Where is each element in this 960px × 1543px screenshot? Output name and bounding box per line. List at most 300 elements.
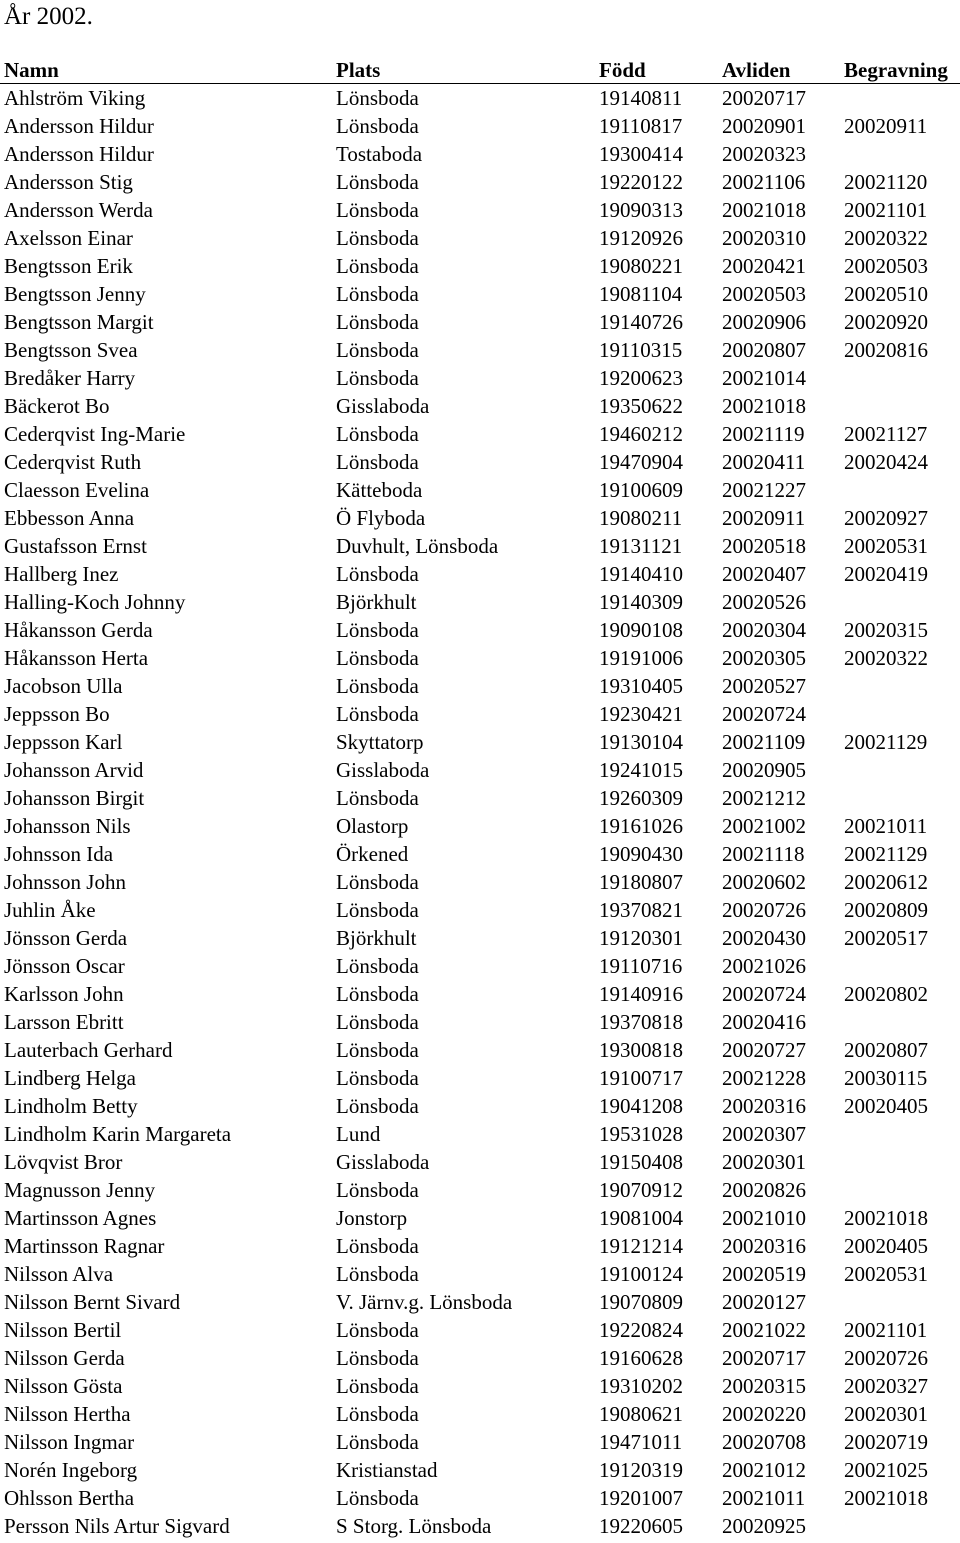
- table-row: [0, 196, 960, 224]
- cell-place: Gisslaboda: [336, 758, 430, 782]
- table-body: [0, 84, 960, 1540]
- cell-place: Lönsboda: [336, 982, 419, 1006]
- cell-born: 19131121: [599, 534, 683, 558]
- cell-place: Lönsboda: [336, 282, 419, 306]
- table-row: [0, 532, 960, 560]
- cell-name: Gustafsson Ernst: [4, 534, 147, 558]
- cell-born: 19080621: [599, 1402, 683, 1426]
- table-row: [0, 812, 960, 840]
- table-row: [0, 1148, 960, 1176]
- cell-place: Lönsboda: [336, 702, 419, 726]
- table-row: [0, 672, 960, 700]
- cell-name: Bredåker Harry: [4, 366, 136, 390]
- cell-name: Andersson Stig: [4, 170, 133, 194]
- cell-born: 19300414: [599, 142, 683, 166]
- cell-place: Duvhult, Lönsboda: [336, 534, 499, 558]
- cell-place: Lönsboda: [336, 1402, 419, 1426]
- table-row: [0, 1260, 960, 1288]
- cell-died: 20021119: [722, 422, 805, 446]
- cell-burial: 20021120: [844, 170, 928, 194]
- cell-born: 19220605: [599, 1514, 683, 1538]
- cell-place: Lönsboda: [336, 170, 419, 194]
- cell-born: 19180807: [599, 870, 683, 894]
- cell-name: Persson Nils Artur Sigvard: [4, 1514, 230, 1538]
- cell-name: Bengtsson Svea: [4, 338, 138, 362]
- cell-died: 20020323: [722, 142, 806, 166]
- cell-place: Lönsboda: [336, 1318, 419, 1342]
- table-row: [0, 140, 960, 168]
- cell-name: Jönsson Oscar: [4, 954, 125, 978]
- cell-born: 19110817: [599, 114, 683, 138]
- cell-name: Jönsson Gerda: [4, 926, 128, 950]
- cell-burial: 20020419: [844, 562, 928, 586]
- cell-place: Lönsboda: [336, 198, 419, 222]
- cell-died: 20020316: [722, 1094, 806, 1118]
- cell-died: 20021228: [722, 1066, 806, 1090]
- cell-place: Skyttatorp: [336, 730, 424, 754]
- table-row: [0, 1204, 960, 1232]
- table-row: [0, 1456, 960, 1484]
- table-row: [0, 1120, 960, 1148]
- table-row: [0, 112, 960, 140]
- cell-name: Håkansson Herta: [4, 646, 149, 670]
- cell-died: 20020925: [722, 1514, 806, 1538]
- cell-born: 19070912: [599, 1178, 683, 1202]
- cell-place: Lönsboda: [336, 1374, 419, 1398]
- cell-burial: 20020510: [844, 282, 928, 306]
- cell-born: 19081104: [599, 282, 683, 306]
- cell-burial: 20020315: [844, 618, 928, 642]
- cell-burial: 20020424: [844, 450, 928, 474]
- cell-name: Larsson Ebritt: [4, 1010, 124, 1034]
- cell-died: 20020220: [722, 1402, 806, 1426]
- cell-born: 19470904: [599, 450, 683, 474]
- cell-burial: 20021129: [844, 730, 928, 754]
- cell-name: Nilsson Gösta: [4, 1374, 123, 1398]
- cell-died: 20020304: [722, 618, 806, 642]
- cell-name: Johansson Nils: [4, 814, 131, 838]
- cell-born: 19130104: [599, 730, 683, 754]
- cell-burial: 20020503: [844, 254, 928, 278]
- cell-died: 20020708: [722, 1430, 806, 1454]
- cell-born: 19350622: [599, 394, 683, 418]
- table-row: [0, 924, 960, 952]
- cell-place: Gisslaboda: [336, 394, 430, 418]
- table-row: [0, 1512, 960, 1540]
- cell-died: 20020527: [722, 674, 806, 698]
- cell-died: 20020416: [722, 1010, 806, 1034]
- table-row: [0, 252, 960, 280]
- cell-born: 19080211: [599, 506, 683, 530]
- cell-burial: 20020405: [844, 1094, 928, 1118]
- cell-burial: 20020719: [844, 1430, 928, 1454]
- cell-born: 19310405: [599, 674, 683, 698]
- cell-died: 20021011: [722, 1486, 806, 1510]
- cell-died: 20021022: [722, 1318, 806, 1342]
- cell-died: 20020127: [722, 1290, 806, 1314]
- table-row: [0, 616, 960, 644]
- cell-burial: 20020517: [844, 926, 928, 950]
- cell-died: 20020726: [722, 898, 806, 922]
- cell-born: 19140811: [599, 86, 683, 110]
- cell-born: 19070809: [599, 1290, 683, 1314]
- cell-place: Gisslaboda: [336, 1150, 430, 1174]
- cell-died: 20021109: [722, 730, 806, 754]
- cell-died: 20021014: [722, 366, 806, 390]
- cell-burial: 20020322: [844, 646, 928, 670]
- cell-name: Ohlsson Bertha: [4, 1486, 135, 1510]
- cell-place: Lönsboda: [336, 1430, 419, 1454]
- table-header: [0, 56, 960, 84]
- cell-place: Lönsboda: [336, 1094, 419, 1118]
- cell-born: 19140410: [599, 562, 683, 586]
- cell-burial: 20020612: [844, 870, 928, 894]
- cell-burial: 20020327: [844, 1374, 928, 1398]
- cell-burial: 20021018: [844, 1486, 928, 1510]
- cell-name: Juhlin Åke: [4, 898, 96, 922]
- cell-born: 19100124: [599, 1262, 683, 1286]
- table-row: [0, 1036, 960, 1064]
- cell-born: 19460212: [599, 422, 683, 446]
- cell-burial: 20020726: [844, 1346, 928, 1370]
- column-header-name: Namn: [4, 58, 59, 82]
- cell-name: Lövqvist Bror: [4, 1150, 123, 1174]
- cell-died: 20020310: [722, 226, 806, 250]
- cell-died: 20020905: [722, 758, 806, 782]
- table-row: [0, 784, 960, 812]
- cell-name: Nilsson Ingmar: [4, 1430, 135, 1454]
- cell-name: Halling-Koch Johnny: [4, 590, 186, 614]
- cell-died: 20020724: [722, 982, 806, 1006]
- column-header-born: Född: [599, 58, 646, 82]
- cell-born: 19080221: [599, 254, 683, 278]
- table-row: [0, 728, 960, 756]
- cell-place: Lönsboda: [336, 646, 419, 670]
- cell-died: 20020906: [722, 310, 806, 334]
- cell-place: Lönsboda: [336, 1262, 419, 1286]
- cell-place: Lönsboda: [336, 1066, 419, 1090]
- cell-place: Lönsboda: [336, 954, 419, 978]
- cell-place: Björkhult: [336, 590, 417, 614]
- cell-born: 19120319: [599, 1458, 683, 1482]
- cell-died: 20021106: [722, 170, 806, 194]
- cell-died: 20020518: [722, 534, 806, 558]
- cell-born: 19220824: [599, 1318, 683, 1342]
- table-row: [0, 84, 960, 112]
- cell-born: 19041208: [599, 1094, 683, 1118]
- cell-name: Andersson Hildur: [4, 114, 154, 138]
- table-row: [0, 1344, 960, 1372]
- cell-burial: 20021129: [844, 842, 928, 866]
- cell-name: Cederqvist Ing-Marie: [4, 422, 186, 446]
- cell-name: Magnusson Jenny: [4, 1178, 156, 1202]
- cell-born: 19471011: [599, 1430, 683, 1454]
- cell-born: 19260309: [599, 786, 683, 810]
- cell-name: Ebbesson Anna: [4, 506, 135, 530]
- cell-place: Lönsboda: [336, 422, 419, 446]
- cell-born: 19090430: [599, 842, 683, 866]
- cell-name: Andersson Hildur: [4, 142, 154, 166]
- cell-place: Lönsboda: [336, 366, 419, 390]
- cell-name: Jeppsson Karl: [4, 730, 123, 754]
- table-row: [0, 644, 960, 672]
- cell-born: 19201007: [599, 1486, 683, 1510]
- cell-born: 19140916: [599, 982, 683, 1006]
- table-row: [0, 868, 960, 896]
- cell-burial: 20021025: [844, 1458, 928, 1482]
- cell-born: 19300818: [599, 1038, 683, 1062]
- table-row: [0, 308, 960, 336]
- column-header-died: Avliden: [722, 58, 791, 82]
- cell-place: Örkened: [336, 842, 409, 866]
- cell-died: 20020724: [722, 702, 806, 726]
- cell-place: Lönsboda: [336, 338, 419, 362]
- cell-burial: 20020920: [844, 310, 928, 334]
- cell-born: 19110716: [599, 954, 683, 978]
- cell-burial: 20021011: [844, 814, 928, 838]
- cell-name: Claesson Evelina: [4, 478, 150, 502]
- cell-burial: 20020807: [844, 1038, 928, 1062]
- table-row: [0, 1484, 960, 1512]
- cell-died: 20021018: [722, 198, 806, 222]
- cell-name: Nilsson Gerda: [4, 1346, 125, 1370]
- cell-place: Lönsboda: [336, 674, 419, 698]
- cell-name: Norén Ingeborg: [4, 1458, 138, 1482]
- table-row: [0, 280, 960, 308]
- table-row: [0, 980, 960, 1008]
- cell-burial: 20030115: [844, 1066, 928, 1090]
- cell-died: 20020407: [722, 562, 806, 586]
- cell-born: 19230421: [599, 702, 683, 726]
- cell-name: Lauterbach Gerhard: [4, 1038, 173, 1062]
- cell-died: 20020602: [722, 870, 806, 894]
- page-title: År 2002.: [4, 3, 93, 30]
- cell-place: Lönsboda: [336, 1234, 419, 1258]
- cell-born: 19370821: [599, 898, 683, 922]
- cell-name: Johansson Arvid: [4, 758, 144, 782]
- cell-born: 19100609: [599, 478, 683, 502]
- cell-place: Tostaboda: [336, 142, 423, 166]
- cell-name: Johnsson John: [4, 870, 126, 894]
- cell-name: Martinsson Agnes: [4, 1206, 157, 1230]
- table-row: [0, 560, 960, 588]
- cell-name: Johnsson Ida: [4, 842, 114, 866]
- cell-burial: 20020322: [844, 226, 928, 250]
- cell-burial: 20021127: [844, 422, 928, 446]
- table-row: [0, 364, 960, 392]
- cell-died: 20020503: [722, 282, 806, 306]
- table-row: [0, 1288, 960, 1316]
- cell-place: Lönsboda: [336, 786, 419, 810]
- cell-place: Lönsboda: [336, 226, 419, 250]
- column-header-burial: Begravning: [844, 58, 948, 82]
- cell-place: Olastorp: [336, 814, 409, 838]
- cell-died: 20021118: [722, 842, 805, 866]
- cell-born: 19120301: [599, 926, 683, 950]
- cell-place: Lönsboda: [336, 114, 419, 138]
- cell-place: Kristianstad: [336, 1458, 438, 1482]
- table-row: [0, 1400, 960, 1428]
- cell-died: 20020901: [722, 114, 806, 138]
- cell-born: 19140726: [599, 310, 683, 334]
- cell-name: Cederqvist Ruth: [4, 450, 142, 474]
- cell-born: 19100717: [599, 1066, 683, 1090]
- cell-burial: 20020816: [844, 338, 928, 362]
- table-row: [0, 168, 960, 196]
- cell-burial: 20020911: [844, 114, 928, 138]
- cell-name: Nilsson Alva: [4, 1262, 114, 1286]
- cell-place: Lönsboda: [336, 1038, 419, 1062]
- cell-name: Bengtsson Jenny: [4, 282, 146, 306]
- cell-name: Martinsson Ragnar: [4, 1234, 165, 1258]
- cell-name: Nilsson Bernt Sivard: [4, 1290, 181, 1314]
- cell-born: 19220122: [599, 170, 683, 194]
- cell-place: Jonstorp: [336, 1206, 408, 1230]
- cell-born: 19241015: [599, 758, 683, 782]
- cell-burial: 20021018: [844, 1206, 928, 1230]
- cell-died: 20020717: [722, 86, 806, 110]
- table-row: [0, 840, 960, 868]
- cell-burial: 20020531: [844, 1262, 928, 1286]
- cell-died: 20020826: [722, 1178, 806, 1202]
- cell-died: 20020430: [722, 926, 806, 950]
- cell-burial: 20020405: [844, 1234, 928, 1258]
- cell-place: Lönsboda: [336, 86, 419, 110]
- cell-died: 20021010: [722, 1206, 806, 1230]
- cell-place: Björkhult: [336, 926, 417, 950]
- cell-place: Lönsboda: [336, 870, 419, 894]
- cell-name: Lindberg Helga: [4, 1066, 136, 1090]
- cell-born: 19370818: [599, 1010, 683, 1034]
- cell-born: 19120926: [599, 226, 683, 250]
- cell-born: 19161026: [599, 814, 683, 838]
- cell-born: 19531028: [599, 1122, 683, 1146]
- cell-burial: 20020809: [844, 898, 928, 922]
- cell-died: 20020807: [722, 338, 806, 362]
- cell-name: Bengtsson Erik: [4, 254, 133, 278]
- cell-place: V. Järnv.g. Lönsboda: [336, 1290, 513, 1314]
- cell-name: Hallberg Inez: [4, 562, 119, 586]
- table-row: [0, 1428, 960, 1456]
- cell-place: Lönsboda: [336, 450, 419, 474]
- cell-burial: 20020531: [844, 534, 928, 558]
- cell-died: 20020301: [722, 1150, 806, 1174]
- cell-place: Lönsboda: [336, 618, 419, 642]
- cell-born: 19121214: [599, 1234, 683, 1258]
- table-row: [0, 224, 960, 252]
- table-row: [0, 504, 960, 532]
- cell-born: 19200623: [599, 366, 683, 390]
- cell-died: 20020316: [722, 1234, 806, 1258]
- table-row: [0, 420, 960, 448]
- table-row: [0, 952, 960, 980]
- cell-born: 19160628: [599, 1346, 683, 1370]
- cell-place: Lönsboda: [336, 898, 419, 922]
- table-row: [0, 1064, 960, 1092]
- table-row: [0, 1372, 960, 1400]
- cell-born: 19090313: [599, 198, 683, 222]
- table-row: [0, 476, 960, 504]
- cell-place: Lönsboda: [336, 1346, 419, 1370]
- table-row: [0, 896, 960, 924]
- cell-name: Lindholm Betty: [4, 1094, 138, 1118]
- cell-name: Bäckerot Bo: [4, 394, 110, 418]
- cell-name: Andersson Werda: [4, 198, 153, 222]
- cell-place: Lönsboda: [336, 1010, 419, 1034]
- cell-name: Håkansson Gerda: [4, 618, 153, 642]
- table-row: [0, 700, 960, 728]
- cell-died: 20020411: [722, 450, 806, 474]
- table-row: [0, 448, 960, 476]
- cell-place: Lönsboda: [336, 1486, 419, 1510]
- cell-burial: 20021101: [844, 1318, 928, 1342]
- cell-died: 20020315: [722, 1374, 806, 1398]
- cell-died: 20021212: [722, 786, 806, 810]
- cell-name: Nilsson Hertha: [4, 1402, 131, 1426]
- cell-born: 19090108: [599, 618, 683, 642]
- cell-died: 20020717: [722, 1346, 806, 1370]
- table-row: [0, 1008, 960, 1036]
- death-records-table: [0, 56, 960, 1540]
- cell-burial: 20021101: [844, 198, 928, 222]
- cell-place: Lönsboda: [336, 562, 419, 586]
- cell-burial: 20020927: [844, 506, 928, 530]
- cell-place: Lönsboda: [336, 310, 419, 334]
- cell-name: Lindholm Karin Margareta: [4, 1122, 232, 1146]
- table-row: [0, 1232, 960, 1260]
- cell-name: Ahlström Viking: [4, 86, 146, 110]
- cell-died: 20020305: [722, 646, 806, 670]
- cell-born: 19310202: [599, 1374, 683, 1398]
- cell-place: Kätteboda: [336, 478, 423, 502]
- table-row: [0, 1316, 960, 1344]
- cell-born: 19110315: [599, 338, 683, 362]
- cell-born: 19191006: [599, 646, 683, 670]
- cell-name: Johansson Birgit: [4, 786, 145, 810]
- cell-died: 20021026: [722, 954, 806, 978]
- cell-died: 20020519: [722, 1262, 806, 1286]
- table-row: [0, 756, 960, 784]
- cell-name: Axelsson Einar: [4, 226, 133, 250]
- table-row: [0, 1092, 960, 1120]
- cell-died: 20021012: [722, 1458, 806, 1482]
- cell-place: Lund: [336, 1122, 381, 1146]
- cell-died: 20021018: [722, 394, 806, 418]
- cell-born: 19150408: [599, 1150, 683, 1174]
- table-row: [0, 392, 960, 420]
- cell-died: 20020727: [722, 1038, 806, 1062]
- cell-name: Nilsson Bertil: [4, 1318, 122, 1342]
- cell-died: 20020307: [722, 1122, 806, 1146]
- table-row: [0, 336, 960, 364]
- cell-name: Jeppsson Bo: [4, 702, 110, 726]
- table-row: [0, 588, 960, 616]
- cell-place: S Storg. Lönsboda: [336, 1514, 492, 1538]
- cell-died: 20020911: [722, 506, 806, 530]
- cell-name: Bengtsson Margit: [4, 310, 154, 334]
- cell-died: 20020526: [722, 590, 806, 614]
- cell-died: 20021227: [722, 478, 806, 502]
- cell-name: Karlsson John: [4, 982, 124, 1006]
- cell-place: Ö Flyboda: [336, 506, 426, 530]
- cell-born: 19081004: [599, 1206, 683, 1230]
- cell-died: 20020421: [722, 254, 806, 278]
- cell-died: 20021002: [722, 814, 806, 838]
- cell-burial: 20020301: [844, 1402, 928, 1426]
- cell-name: Jacobson Ulla: [4, 674, 123, 698]
- table-row: [0, 1176, 960, 1204]
- cell-place: Lönsboda: [336, 1178, 419, 1202]
